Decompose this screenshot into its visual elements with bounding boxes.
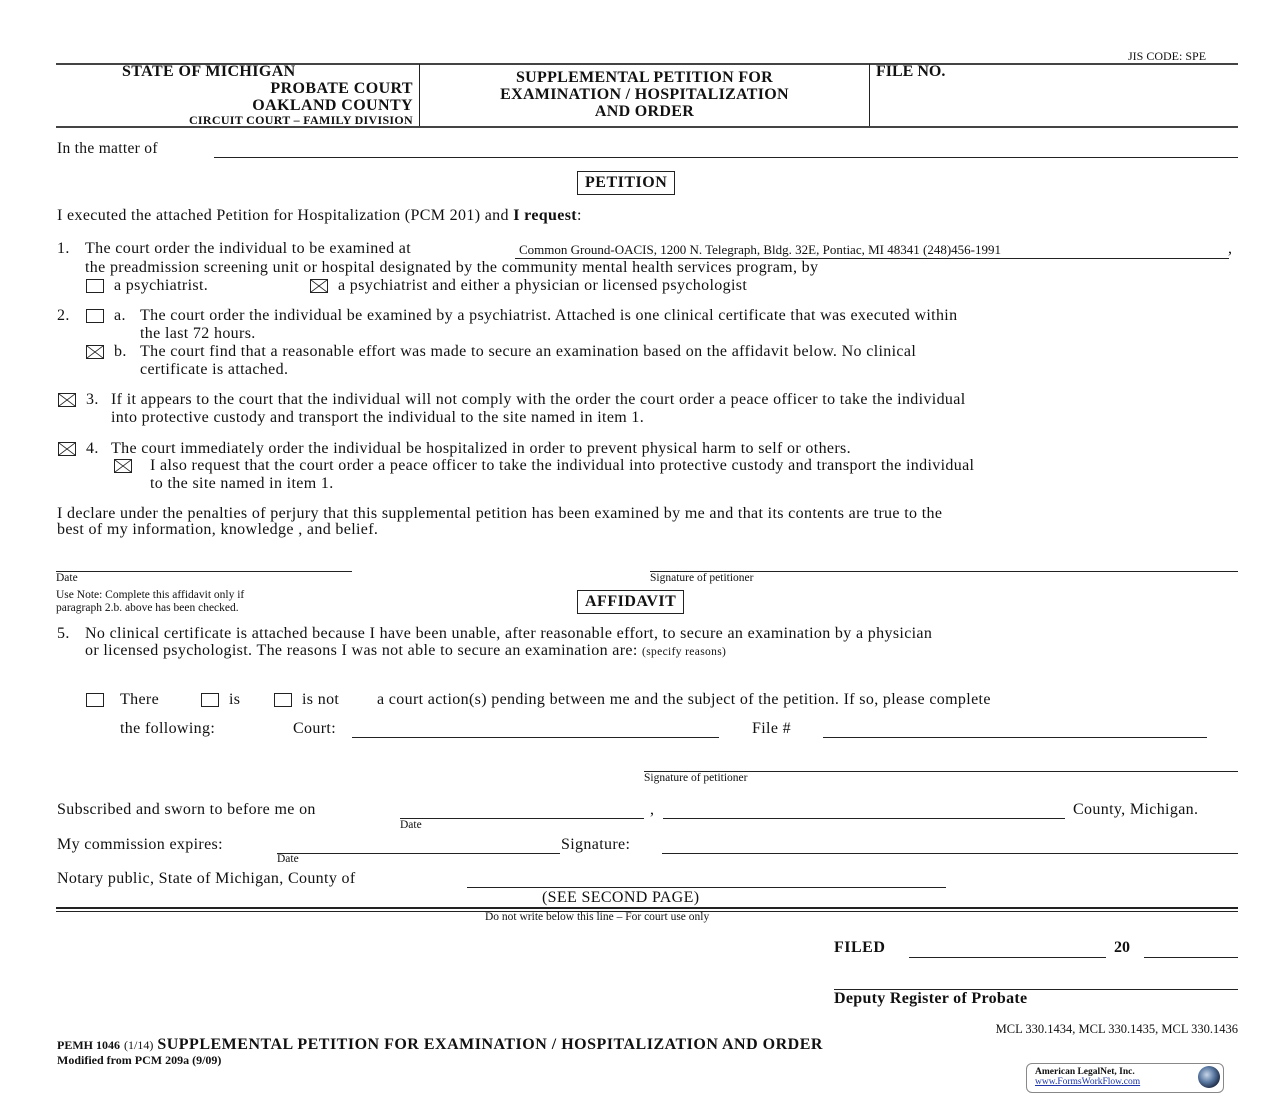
logo-link[interactable]: www.FormsWorkFlow.com bbox=[1035, 1077, 1141, 1087]
pending-is-checkbox[interactable] bbox=[201, 693, 219, 707]
american-legalnet-logo[interactable] bbox=[1026, 1063, 1224, 1093]
sworn-date-line bbox=[400, 818, 644, 819]
item1-psychiatrist-checkbox[interactable] bbox=[86, 279, 104, 293]
modified-from: Modified from PCM 209a (9/09) bbox=[57, 1053, 222, 1067]
county-line bbox=[663, 818, 1065, 819]
item3-line2: into protective custody and transport the individual to the site named in item 1. bbox=[111, 409, 645, 426]
item1-option-a-label: a psychiatrist. bbox=[114, 277, 209, 294]
checkbox-x-icon bbox=[87, 346, 103, 358]
notary-county-label: Notary public, State of Michigan, County of bbox=[57, 870, 356, 887]
pending-is-not-label: is not bbox=[302, 691, 340, 708]
item4-checkbox[interactable] bbox=[58, 442, 76, 456]
file-number-label: File # bbox=[752, 720, 791, 737]
deputy-label: Deputy Register of Probate bbox=[834, 990, 1028, 1007]
item3-number: 3. bbox=[86, 391, 99, 408]
sworn-label: Subscribed and sworn to before me on bbox=[57, 801, 316, 818]
item2b-line1: The court find that a reasonable effort was made to secure an examination based on the affidavit below. No clinical bbox=[140, 343, 917, 360]
notary-county-field[interactable] bbox=[470, 868, 944, 886]
petition-intro bbox=[57, 207, 582, 225]
footer-form-title: SUPPLEMENTAL PETITION FOR EXAMINATION / HOSPITALIZATION AND ORDER bbox=[157, 1036, 823, 1053]
item5-number: 5. bbox=[57, 625, 70, 642]
filed-year-line bbox=[1144, 957, 1238, 958]
form-title-line-3: AND ORDER bbox=[594, 103, 695, 120]
item4-peace-officer-checkbox[interactable] bbox=[114, 459, 132, 473]
court-division: CIRCUIT COURT – FAMILY DIVISION bbox=[188, 113, 413, 127]
sworn-comma: , bbox=[650, 801, 655, 818]
item5-line2 bbox=[85, 642, 726, 660]
item1-line2: the preadmission screening unit or hospital designated by the community mental health services program, by bbox=[85, 259, 819, 276]
form-code: PEMH 1046 bbox=[57, 1038, 120, 1052]
county-field[interactable] bbox=[666, 799, 1062, 817]
item5-reasons-field[interactable] bbox=[85, 661, 1235, 683]
item2-number: 2. bbox=[57, 307, 70, 324]
filed-date-field[interactable] bbox=[911, 938, 1104, 956]
court-field[interactable] bbox=[355, 718, 717, 736]
notary-signature-label: Signature: bbox=[561, 836, 631, 853]
item1-text: The court order the individual to be examined at bbox=[85, 240, 412, 257]
item1-comma: , bbox=[1228, 240, 1233, 257]
item5-line1: No clinical certificate is attached because I have been unable, after reasonable effort, to secure an examination by a physician bbox=[85, 625, 933, 642]
commission-label: My commission expires: bbox=[57, 836, 223, 853]
item2b-letter: b. bbox=[114, 343, 127, 360]
pending-text: a court action(s) pending between me and the subject of the petition. If so, please complete bbox=[377, 691, 991, 708]
pending-is-label: is bbox=[229, 691, 241, 708]
pending-there-label: There bbox=[120, 691, 160, 708]
affidavit-heading: AFFIDAVIT bbox=[577, 590, 684, 614]
header-divider-2 bbox=[869, 64, 870, 126]
commission-date-caption: Date bbox=[277, 853, 299, 865]
item2a-letter: a. bbox=[114, 307, 126, 324]
sworn-date-field[interactable] bbox=[402, 799, 642, 817]
matter-label: In the matter of bbox=[57, 140, 158, 157]
item3-checkbox[interactable] bbox=[58, 393, 76, 407]
item1-number: 1. bbox=[57, 240, 70, 257]
declaration-line-2: best of my information, knowledge , and belief. bbox=[57, 521, 379, 538]
item2a-line2: the last 72 hours. bbox=[140, 325, 256, 342]
item5-specify-hint: (specify reasons) bbox=[642, 646, 727, 658]
sworn-date-caption: Date bbox=[400, 819, 422, 831]
deputy-signature-field[interactable] bbox=[836, 970, 1236, 988]
pending-is-not-checkbox[interactable] bbox=[274, 693, 292, 707]
item3-line1: If it appears to the court that the individual will not comply with the order the court order a peace officer to take the individual bbox=[111, 391, 966, 408]
court-state: STATE OF MICHIGAN bbox=[122, 63, 296, 80]
item4-sub-line1: I also request that the court order a peace officer to take the individual into protective custody and transport the individual bbox=[150, 457, 975, 474]
declaration-line-1: I declare under the penalties of perjury that this supplemental petition has been examined by me and that its contents are true to the bbox=[57, 505, 943, 522]
file-no-label: FILE NO. bbox=[876, 63, 946, 80]
item1-location-field[interactable]: Common Ground-OACIS, 1200 N. Telegraph, Bldg. 32E, Pontiac, MI 48341 (248)456-1991 bbox=[515, 242, 1229, 259]
form-date: (1/14) bbox=[124, 1038, 154, 1052]
matter-field-line bbox=[214, 157, 1238, 158]
file-number-field[interactable] bbox=[826, 718, 1204, 736]
petition-intro-text: I executed the attached Petition for Hospitalization (PCM 201) and bbox=[57, 207, 514, 224]
item4-sub-line2: to the site named in item 1. bbox=[150, 475, 334, 492]
pending-following-label: the following: bbox=[120, 720, 216, 737]
filed-year-field[interactable] bbox=[1146, 938, 1236, 956]
checkbox-x-icon bbox=[115, 460, 131, 472]
checkbox-x-icon bbox=[311, 280, 327, 292]
court-label: Court: bbox=[293, 720, 336, 737]
commission-field[interactable] bbox=[279, 834, 558, 852]
notary-signature-field[interactable] bbox=[664, 834, 1236, 852]
form-title-line-1: SUPPLEMENTAL PETITION FOR bbox=[515, 69, 773, 86]
notary-county-line bbox=[467, 887, 946, 888]
petition-signature-field[interactable] bbox=[652, 552, 1236, 570]
court-name: PROBATE COURT bbox=[270, 80, 413, 97]
form-title-line-2: EXAMINATION / HOSPITALIZATION bbox=[500, 86, 789, 103]
item2b-checkbox[interactable] bbox=[86, 345, 104, 359]
petition-intro-end: : bbox=[576, 207, 582, 224]
item1-psychiatrist-and-physician-checkbox[interactable] bbox=[310, 279, 328, 293]
court-line bbox=[352, 737, 719, 738]
filed-year-prefix: 20 bbox=[1114, 939, 1130, 956]
logo-company: American LegalNet, Inc. bbox=[1035, 1067, 1135, 1077]
see-second-page: (SEE SECOND PAGE) bbox=[542, 889, 700, 906]
pending-there-checkbox[interactable] bbox=[86, 693, 104, 707]
petition-heading: PETITION bbox=[577, 171, 675, 195]
item5-line2-text: or licensed psychologist. The reasons I was not able to secure an examination are: bbox=[85, 642, 638, 659]
footer-form-line bbox=[57, 1036, 823, 1054]
petition-intro-bold: I request bbox=[513, 207, 577, 224]
item2a-line1: The court order the individual be examined by a psychiatrist. Attached is one clinical certificate that was executed within bbox=[140, 307, 958, 324]
affidavit-signature-label: Signature of petitioner bbox=[644, 772, 748, 784]
use-note-line-2: paragraph 2.b. above has been checked. bbox=[56, 602, 239, 614]
jis-code: JIS CODE: SPE bbox=[1128, 49, 1207, 63]
file-number-line bbox=[823, 737, 1207, 738]
petition-date-line bbox=[56, 571, 352, 572]
court-use-rule-top bbox=[56, 907, 1238, 909]
matter-field[interactable] bbox=[220, 138, 1230, 156]
item4-line1: The court immediately order the individual be hospitalized in order to prevent physical harm to self or others. bbox=[111, 440, 851, 457]
petition-signature-label: Signature of petitioner bbox=[650, 572, 754, 584]
court-use-notice: Do not write below this line – For court use only bbox=[485, 911, 710, 923]
county-suffix: County, Michigan. bbox=[1073, 801, 1199, 818]
item1-option-b-label: a psychiatrist and either a physician or licensed psychologist bbox=[338, 277, 748, 294]
use-note-line-1: Use Note: Complete this affidavit only if bbox=[56, 589, 245, 601]
item2a-checkbox[interactable] bbox=[86, 309, 104, 323]
petition-date-field[interactable] bbox=[60, 552, 348, 570]
checkbox-x-icon bbox=[59, 443, 75, 455]
filed-date-line bbox=[909, 957, 1106, 958]
globe-icon bbox=[1198, 1066, 1220, 1088]
commission-line bbox=[277, 853, 560, 854]
item2b-line2: certificate is attached. bbox=[140, 361, 289, 378]
form-title bbox=[420, 69, 869, 120]
affidavit-signature-field[interactable] bbox=[646, 752, 1236, 770]
checkbox-x-icon bbox=[59, 394, 75, 406]
notary-signature-line bbox=[662, 853, 1238, 854]
file-no-field[interactable] bbox=[880, 84, 1230, 122]
filed-label: FILED bbox=[834, 939, 886, 956]
mcl-citations: MCL 330.1434, MCL 330.1435, MCL 330.1436 bbox=[995, 1022, 1238, 1036]
item4-number: 4. bbox=[86, 440, 99, 457]
court-county: OAKLAND COUNTY bbox=[252, 97, 413, 114]
petition-date-label: Date bbox=[56, 572, 78, 584]
